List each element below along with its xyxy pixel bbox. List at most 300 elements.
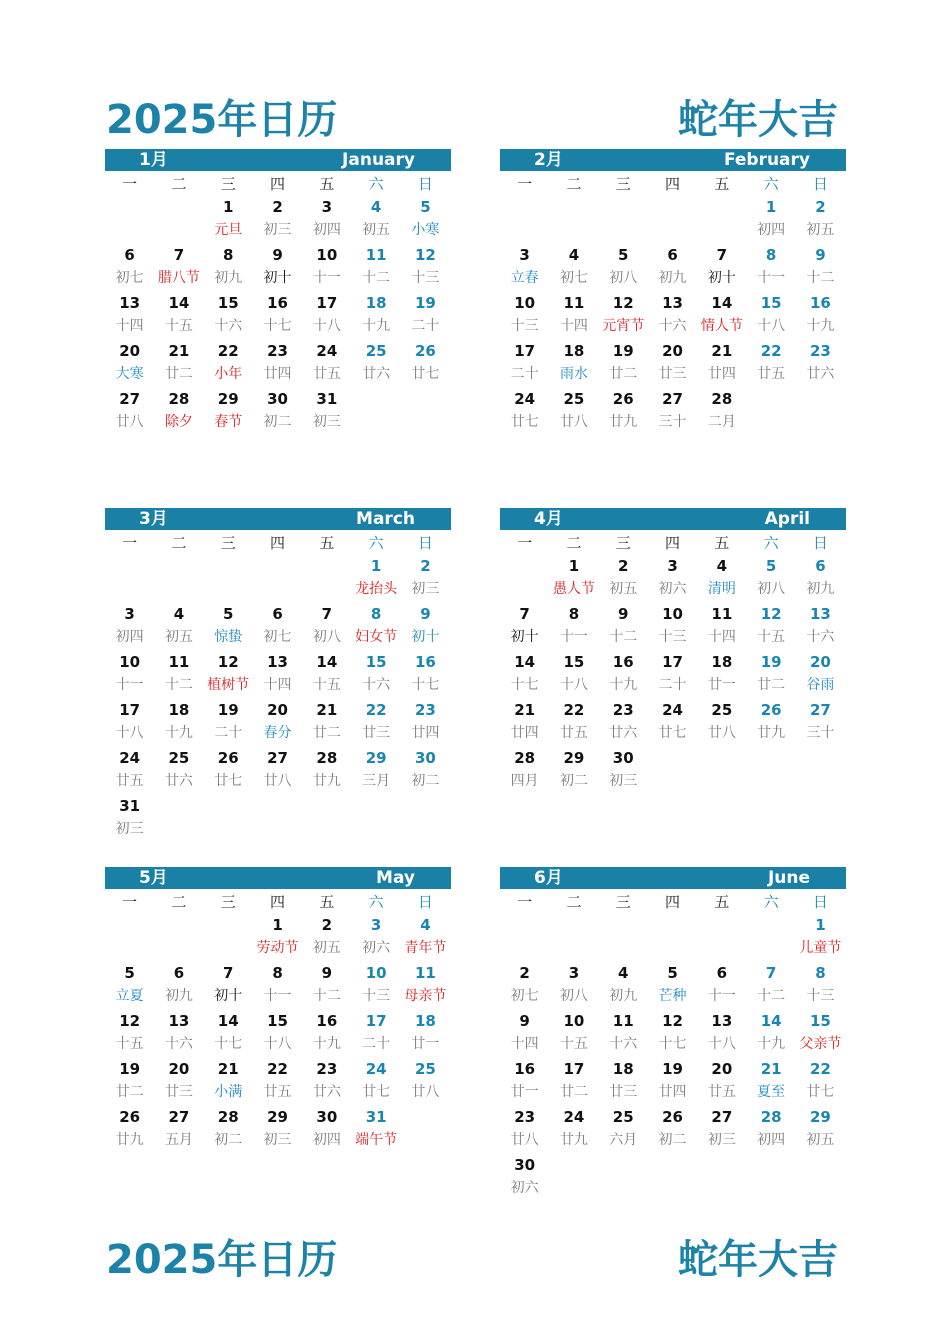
lunar-date: 初九 — [658, 270, 687, 286]
day-number: 7 — [765, 964, 777, 982]
day-number: 23 — [809, 342, 831, 360]
weekday-label: 一 — [122, 175, 138, 193]
lunar-date — [154, 937, 203, 961]
day-number: 15 — [217, 294, 239, 312]
lunar-date — [105, 219, 154, 243]
date-row — [105, 243, 451, 267]
lunar-date — [599, 1177, 648, 1201]
weekday-label: 五 — [714, 175, 730, 193]
day-number: 1 — [568, 557, 580, 575]
day-number — [697, 1153, 746, 1177]
day-number — [154, 913, 203, 937]
solar-term-label: 芒种 — [658, 988, 687, 1004]
day-number: 30 — [267, 390, 288, 408]
day-number — [204, 554, 253, 578]
date-row — [500, 387, 846, 411]
day-number: 28 — [316, 749, 338, 767]
lunar-date: 二十 — [411, 318, 440, 334]
lunar-date: 初五 — [164, 629, 193, 645]
weekday-label: 五 — [319, 893, 335, 911]
date-row — [105, 1009, 451, 1033]
lunar-row — [500, 985, 846, 1009]
weekday-row — [500, 530, 846, 554]
day-number: 9 — [321, 964, 333, 982]
solar-term-label: 小寒 — [411, 222, 440, 238]
day-number: 27 — [711, 1108, 733, 1126]
day-number: 21 — [168, 342, 190, 360]
day-number: 24 — [316, 342, 338, 360]
next-page-title: 2025年日历 — [106, 1237, 338, 1283]
day-number: 30 — [612, 749, 634, 767]
lunar-date: 廿九 — [115, 1132, 144, 1148]
day-number — [154, 794, 203, 818]
day-number: 1 — [223, 198, 234, 216]
day-number: 24 — [662, 701, 683, 719]
lunar-row — [500, 219, 846, 243]
weekday-label: 四 — [665, 893, 681, 911]
month-block — [105, 508, 451, 842]
festival-label: 劳动节 — [256, 940, 299, 956]
day-number: 12 — [414, 246, 436, 264]
weekday-label: 六 — [763, 893, 779, 911]
lunar-date: 十一 — [559, 629, 588, 645]
lunar-date: 初四 — [757, 1132, 786, 1148]
day-number: 3 — [519, 246, 530, 264]
lunar-date: 十五 — [312, 677, 341, 693]
weekday-label: 六 — [763, 175, 779, 193]
date-row — [105, 961, 451, 985]
day-number: 22 — [365, 701, 387, 719]
weekday-label: 四 — [270, 534, 286, 552]
day-number: 15 — [809, 1012, 831, 1030]
festival-label: 除夕 — [164, 414, 193, 430]
lunar-date: 十七 — [658, 1036, 687, 1052]
day-number: 29 — [563, 749, 585, 767]
lunar-row — [500, 937, 846, 961]
lunar-date: 十二 — [609, 629, 638, 645]
weekday-label: 二 — [566, 893, 582, 911]
solar-term-label: 雨水 — [559, 366, 588, 382]
day-number — [796, 1153, 845, 1177]
weekday-row — [500, 171, 846, 195]
day-number — [746, 1153, 795, 1177]
day-number: 16 — [267, 294, 288, 312]
day-number: 12 — [662, 1012, 683, 1030]
lunar-date: 十八 — [115, 725, 144, 741]
lunar-date: 初三 — [263, 222, 292, 238]
day-number: 17 — [563, 1060, 585, 1078]
lunar-date: 十五 — [115, 1036, 144, 1052]
day-number: 6 — [124, 246, 135, 264]
lunar-date: 十九 — [806, 318, 835, 334]
solar-term-label: 立春 — [510, 270, 539, 286]
lunar-date: 廿五 — [115, 773, 144, 789]
day-number: 6 — [716, 964, 728, 982]
lunar-row — [500, 1177, 846, 1201]
day-number — [204, 794, 253, 818]
lunar-row — [105, 219, 451, 243]
lunar-date: 初二 — [559, 773, 588, 789]
day-number: 26 — [414, 342, 436, 360]
day-number: 12 — [119, 1012, 141, 1030]
lunar-date: 十一 — [757, 270, 786, 286]
day-number: 19 — [217, 701, 239, 719]
month-name-cn: 5月 — [139, 868, 168, 888]
day-number: 27 — [267, 749, 288, 767]
lunar-date: 廿七 — [806, 1084, 835, 1100]
month-block — [105, 149, 451, 435]
day-number: 20 — [119, 342, 141, 360]
day-number: 13 — [662, 294, 683, 312]
weekday-label: 四 — [665, 175, 681, 193]
day-number: 22 — [760, 342, 782, 360]
day-number — [154, 195, 203, 219]
day-number: 5 — [765, 557, 777, 575]
day-number: 2 — [519, 964, 530, 982]
lunar-row — [500, 626, 846, 650]
day-number: 15 — [563, 653, 585, 671]
lunar-date — [549, 219, 598, 243]
day-number: 22 — [217, 342, 239, 360]
day-number: 5 — [223, 605, 234, 623]
lunar-row — [105, 722, 451, 746]
lunar-date: 二十 — [510, 366, 539, 382]
solar-term-label: 小满 — [214, 1084, 243, 1100]
lunar-date: 廿五 — [312, 366, 341, 382]
lunar-date: 初六 — [510, 1180, 539, 1196]
lunar-date: 十五 — [164, 318, 193, 334]
day-number — [549, 1153, 598, 1177]
lunar-date: 十四 — [263, 677, 292, 693]
lunar-date — [648, 770, 697, 794]
lunar-date: 四月 — [510, 773, 539, 789]
page-slogan: 蛇年大吉 — [678, 97, 838, 143]
lunar-date — [648, 937, 697, 961]
weekday-label: 二 — [171, 534, 187, 552]
lunar-date: 十九 — [362, 318, 391, 334]
lunar-date: 十七 — [411, 677, 440, 693]
weekday-label: 四 — [270, 175, 286, 193]
day-number — [746, 746, 795, 770]
lunar-date: 十九 — [312, 1036, 341, 1052]
month-name-cn: 6月 — [534, 868, 563, 888]
lunar-date: 廿四 — [411, 725, 440, 741]
day-number: 8 — [272, 964, 283, 982]
festival-label: 妇女节 — [355, 629, 398, 645]
weekday-label: 日 — [417, 893, 433, 911]
day-number: 26 — [612, 390, 634, 408]
day-number: 18 — [365, 294, 387, 312]
day-number: 29 — [365, 749, 387, 767]
date-row — [500, 291, 846, 315]
day-number: 3 — [568, 964, 580, 982]
festival-label: 父亲节 — [799, 1036, 842, 1052]
month-name-en: May — [376, 868, 415, 888]
day-number: 26 — [662, 1108, 683, 1126]
lunar-date: 十六 — [806, 629, 835, 645]
lunar-date — [154, 818, 203, 842]
lunar-date: 十二 — [806, 270, 835, 286]
weekday-label: 五 — [319, 175, 335, 193]
lunar-date: 十八 — [263, 1036, 292, 1052]
date-row — [500, 1153, 846, 1177]
day-number: 11 — [365, 246, 387, 264]
lunar-row — [500, 770, 846, 794]
weekday-label: 日 — [812, 175, 828, 193]
day-number: 23 — [514, 1108, 536, 1126]
lunar-date — [796, 1177, 845, 1201]
day-number: 29 — [809, 1108, 831, 1126]
festival-label: 端午节 — [355, 1132, 398, 1148]
day-number: 11 — [168, 653, 190, 671]
day-number: 12 — [217, 653, 239, 671]
day-number — [648, 746, 697, 770]
lunar-date: 五月 — [164, 1132, 193, 1148]
day-number: 1 — [272, 916, 283, 934]
day-number: 20 — [809, 653, 831, 671]
day-number: 15 — [267, 1012, 288, 1030]
weekday-label: 日 — [812, 893, 828, 911]
day-number: 24 — [365, 1060, 387, 1078]
lunar-row — [105, 626, 451, 650]
day-number: 29 — [267, 1108, 288, 1126]
day-number: 4 — [173, 605, 185, 623]
month-name-en: April — [764, 509, 810, 529]
solar-term-label: 立夏 — [115, 988, 144, 1004]
day-number: 28 — [217, 1108, 239, 1126]
day-number: 4 — [618, 964, 629, 982]
month-header — [105, 149, 451, 171]
lunar-date: 初三 — [609, 773, 638, 789]
day-number — [648, 913, 697, 937]
lunar-date — [500, 578, 549, 602]
day-number: 22 — [267, 1060, 288, 1078]
day-number — [599, 1153, 648, 1177]
lunar-date: 初五 — [362, 222, 391, 238]
day-number: 30 — [316, 1108, 338, 1126]
day-number: 30 — [414, 749, 436, 767]
day-number: 5 — [618, 246, 629, 264]
lunar-date — [500, 219, 549, 243]
lunar-row — [105, 1033, 451, 1057]
day-number: 25 — [414, 1060, 436, 1078]
lunar-date — [746, 770, 795, 794]
day-number: 10 — [365, 964, 387, 982]
weekday-label: 三 — [220, 534, 236, 552]
day-number: 24 — [514, 390, 536, 408]
day-number: 6 — [173, 964, 185, 982]
weekday-label: 五 — [714, 534, 730, 552]
day-number: 14 — [168, 294, 190, 312]
weekday-label: 四 — [270, 893, 286, 911]
festival-label: 儿童节 — [799, 940, 842, 956]
weekday-row — [105, 530, 451, 554]
lunar-row — [500, 1033, 846, 1057]
lunar-date — [204, 818, 253, 842]
lunar-row — [500, 267, 846, 291]
lunar-row — [105, 770, 451, 794]
lunar-date: 十三 — [510, 318, 539, 334]
lunar-date: 廿六 — [164, 773, 193, 789]
lunar-date: 十四 — [559, 318, 588, 334]
lunar-date: 初五 — [806, 222, 835, 238]
day-number — [105, 913, 154, 937]
lunar-date — [599, 219, 648, 243]
day-number: 2 — [420, 557, 431, 575]
day-number — [401, 794, 450, 818]
lunar-date: 十七 — [214, 1036, 243, 1052]
lunar-date: 廿一 — [510, 1084, 539, 1100]
weekday-label: 四 — [665, 534, 681, 552]
festival-label: 腊八节 — [157, 270, 200, 286]
day-number: 16 — [612, 653, 634, 671]
month-header — [500, 867, 846, 889]
day-number: 14 — [514, 653, 536, 671]
lunar-date: 初五 — [806, 1132, 835, 1148]
day-number: 11 — [563, 294, 585, 312]
day-number: 21 — [760, 1060, 782, 1078]
lunar-date: 廿八 — [707, 725, 736, 741]
lunar-date: 初三 — [411, 581, 440, 597]
day-number: 4 — [370, 198, 382, 216]
day-number — [648, 195, 697, 219]
month-header — [105, 867, 451, 889]
day-number: 7 — [173, 246, 185, 264]
lunar-date — [204, 578, 253, 602]
weekday-label: 一 — [122, 534, 138, 552]
day-number: 25 — [168, 749, 190, 767]
day-number: 26 — [217, 749, 239, 767]
lunar-date: 廿二 — [312, 725, 341, 741]
month-header — [500, 508, 846, 530]
day-number: 21 — [217, 1060, 239, 1078]
month-name-en: January — [342, 150, 415, 170]
day-number: 6 — [667, 246, 678, 264]
lunar-date: 十八 — [559, 677, 588, 693]
day-number — [648, 1153, 697, 1177]
day-number: 18 — [168, 701, 190, 719]
month-block — [105, 867, 451, 1153]
weekday-label: 六 — [763, 534, 779, 552]
lunar-date: 初十 — [263, 270, 292, 286]
day-number: 16 — [809, 294, 831, 312]
day-number: 16 — [514, 1060, 536, 1078]
day-number — [697, 746, 746, 770]
day-number: 26 — [760, 701, 782, 719]
weekday-label: 三 — [615, 893, 631, 911]
month-block — [500, 867, 846, 1201]
lunar-date: 初五 — [312, 940, 341, 956]
day-number: 8 — [370, 605, 382, 623]
lunar-date: 廿七 — [411, 366, 440, 382]
day-number: 5 — [124, 964, 135, 982]
day-number: 21 — [514, 701, 536, 719]
lunar-date — [599, 937, 648, 961]
date-row — [105, 650, 451, 674]
lunar-date: 初三 — [115, 821, 144, 837]
lunar-date: 十一 — [263, 988, 292, 1004]
day-number — [105, 195, 154, 219]
date-row — [105, 339, 451, 363]
lunar-date: 初八 — [757, 581, 786, 597]
date-row — [105, 387, 451, 411]
lunar-date: 初八 — [312, 629, 341, 645]
lunar-date: 廿三 — [362, 725, 391, 741]
day-number: 9 — [618, 605, 629, 623]
lunar-date — [154, 578, 203, 602]
date-row — [500, 1009, 846, 1033]
day-number: 19 — [760, 653, 782, 671]
day-number: 9 — [519, 1012, 530, 1030]
lunar-date — [697, 937, 746, 961]
festival-label: 春节 — [214, 414, 243, 430]
day-number: 17 — [514, 342, 536, 360]
lunar-date: 十六 — [214, 318, 243, 334]
lunar-date: 廿四 — [510, 725, 539, 741]
lunar-date: 十一 — [707, 988, 736, 1004]
solar-term-label: 春分 — [263, 725, 292, 741]
next-page-slogan: 蛇年大吉 — [678, 1237, 838, 1283]
date-row — [105, 1105, 451, 1129]
lunar-date: 初二 — [658, 1132, 687, 1148]
day-number: 28 — [711, 390, 733, 408]
lunar-row — [500, 315, 846, 339]
day-number: 10 — [563, 1012, 585, 1030]
lunar-date: 初四 — [312, 1132, 341, 1148]
lunar-row — [105, 315, 451, 339]
lunar-date: 十九 — [609, 677, 638, 693]
weekday-label: 二 — [566, 175, 582, 193]
lunar-date: 初八 — [609, 270, 638, 286]
day-number: 13 — [809, 605, 831, 623]
day-number: 6 — [815, 557, 826, 575]
lunar-date: 十二 — [757, 988, 786, 1004]
day-number — [351, 794, 400, 818]
day-number — [253, 794, 302, 818]
date-row — [500, 913, 846, 937]
day-number — [697, 913, 746, 937]
lunar-date: 廿四 — [707, 366, 736, 382]
date-row — [105, 195, 451, 219]
date-row — [500, 1057, 846, 1081]
lunar-date: 初七 — [559, 270, 588, 286]
day-number: 31 — [365, 1108, 387, 1126]
day-number: 10 — [514, 294, 536, 312]
month-name-cn: 1月 — [139, 150, 168, 170]
lunar-date: 廿四 — [263, 366, 292, 382]
lunar-date: 廿三 — [609, 1084, 638, 1100]
lunar-row — [105, 411, 451, 435]
day-number — [746, 387, 795, 411]
day-number: 11 — [414, 964, 436, 982]
lunar-row — [500, 363, 846, 387]
weekday-label: 三 — [220, 893, 236, 911]
day-number: 24 — [119, 749, 141, 767]
lunar-date: 廿七 — [510, 414, 539, 430]
lunar-date: 廿九 — [312, 773, 341, 789]
lunar-date: 廿八 — [115, 414, 144, 430]
lunar-row — [105, 363, 451, 387]
lunar-date: 廿二 — [115, 1084, 144, 1100]
day-number — [401, 387, 450, 411]
day-number: 13 — [711, 1012, 733, 1030]
lunar-date — [105, 578, 154, 602]
lunar-date — [648, 219, 697, 243]
day-number: 13 — [119, 294, 141, 312]
day-number: 18 — [711, 653, 733, 671]
lunar-date: 初十 — [411, 629, 440, 645]
day-number: 30 — [514, 1156, 536, 1174]
